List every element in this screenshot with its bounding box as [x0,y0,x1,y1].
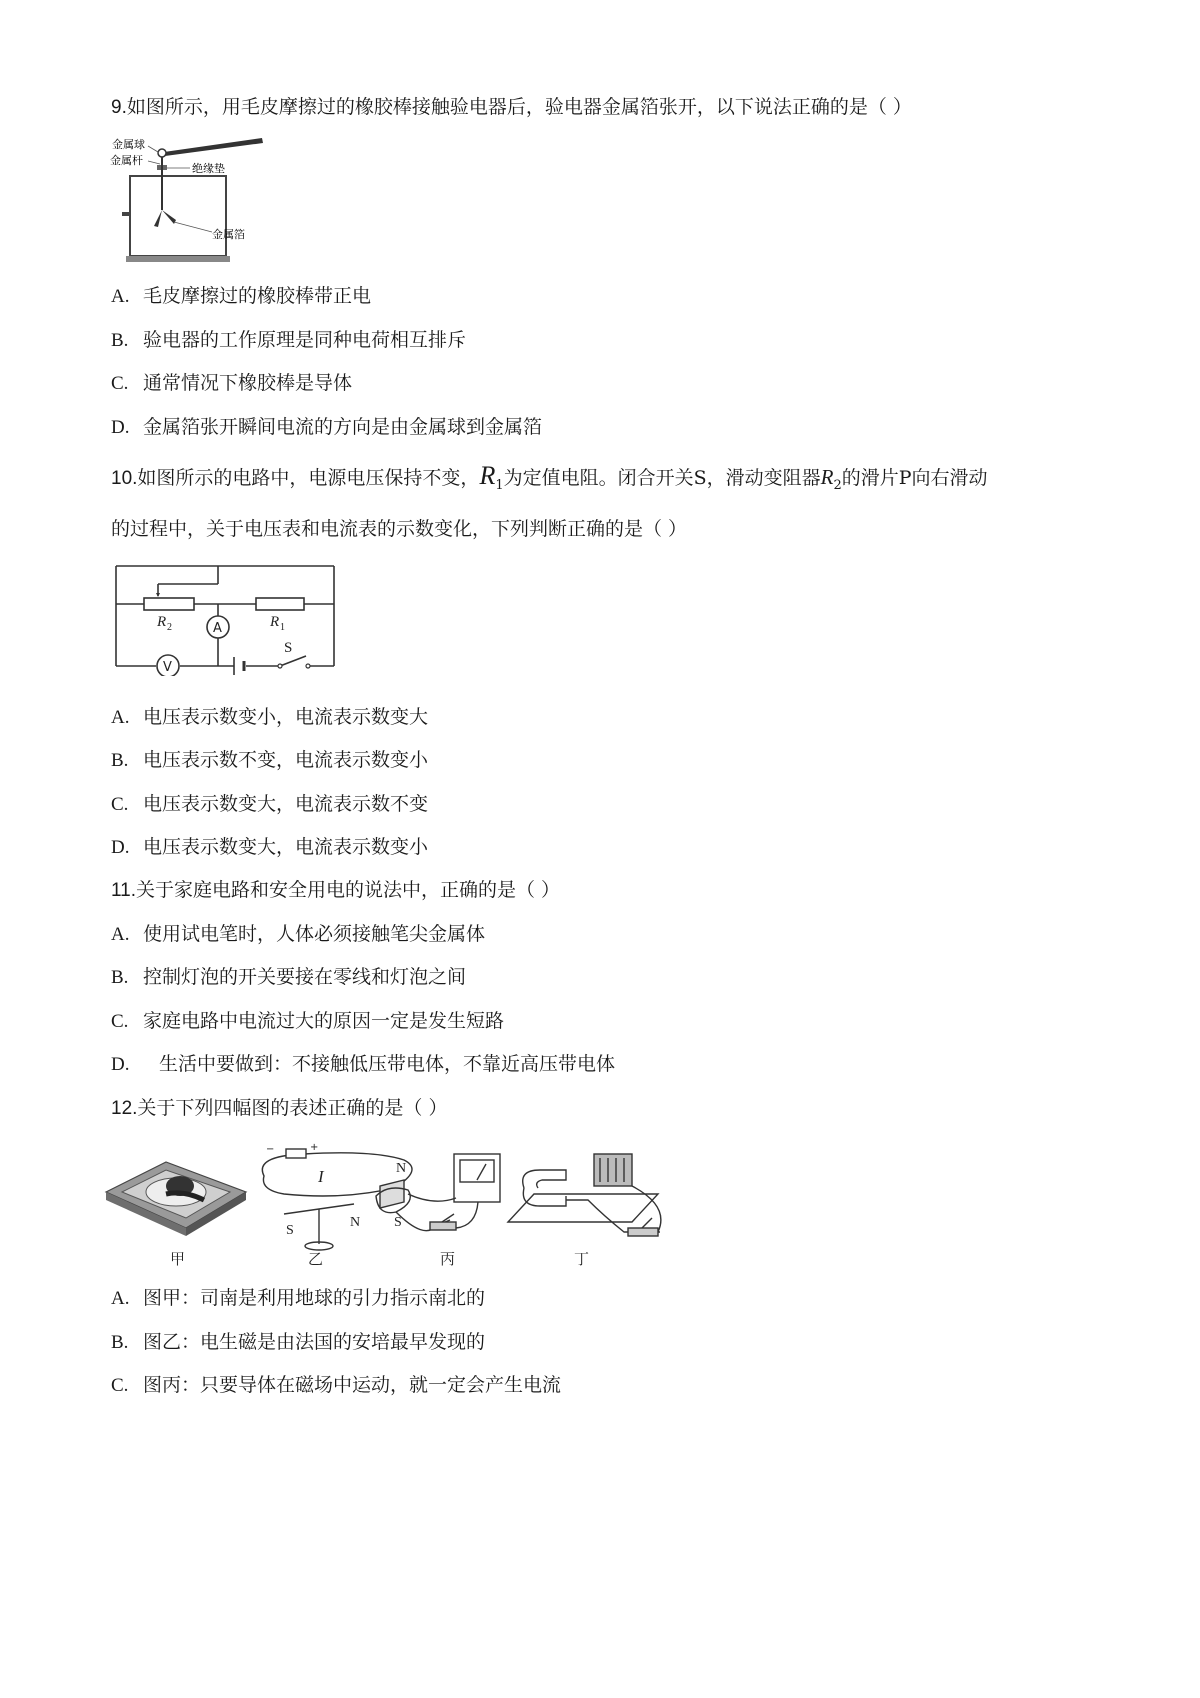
label-current-i: I [318,1167,324,1186]
q9-option-b[interactable]: B. 验电器的工作原理是同种电荷相互排斥 [111,329,467,351]
q11-option-b[interactable]: B. 控制灯泡的开关要接在零线和灯泡之间 [111,966,467,988]
question-11-stem: 11.关于家庭电路和安全用电的说法中，正确的是（ ） [111,879,561,901]
label-plus: + [310,1142,319,1153]
question-10-stem-line2: 的过程中，关于电压表和电流表的示数变化，下列判断正确的是（ ） [111,518,688,540]
label-r2: R [157,614,167,630]
label-r1: R [270,614,280,630]
rubber-rod [164,138,263,156]
caption-ding: 丁 [574,1250,590,1268]
label-insulating-pad: 绝缘垫 [192,162,225,175]
label-yi-south: S [286,1223,294,1238]
figure-jia-sinan [106,1162,246,1236]
metal-ball [158,149,166,157]
electroscope-figure [108,132,268,268]
label-switch: S [284,640,293,656]
q9-option-a[interactable]: A. 毛皮摩擦过的橡胶棒带正电 [111,285,372,307]
question-10-number: 10. [111,468,138,489]
q9-option-c[interactable]: C. 通常情况下橡胶棒是导体 [111,372,353,394]
label-yi-north: N [350,1215,361,1230]
label-voltmeter: V [163,660,172,675]
question-9-stem [111,94,912,121]
q10-option-b[interactable]: B. 电压表示数不变，电流表示数变小 [111,749,429,771]
caption-yi: 乙 [308,1250,324,1268]
label-ammeter: A [213,621,222,636]
q10-option-c[interactable]: C. 电压表示数变大，电流表示数不变 [111,793,429,815]
label-bing-south: S [394,1215,402,1230]
circuit-figure [110,560,342,676]
label-metal-rod: 金属杆 [110,154,143,167]
r1-resistor [256,598,304,610]
caption-jia: 甲 [170,1250,186,1268]
question-12-number: 12. [111,1098,138,1119]
r1-symbol: R [479,461,496,490]
question-9-text: 如图所示，用毛皮摩擦过的橡胶棒接触验电器后，验电器金属箔张开，以下说法正确的是（ ） [126,96,912,118]
r2-symbol: R [820,465,834,489]
figure-ding-motor [508,1154,661,1236]
four-figures [104,1136,674,1268]
caption-bing: 丙 [440,1250,456,1268]
question-10-stem: 10.如图所示的电路中，电源电压保持不变，$R_1$为定值电阻。闭合开关S，滑动变阻器$R_2$的滑片P向右滑动 [111,461,988,493]
q11-option-c[interactable]: C. 家庭电路中电流过大的原因一定是发生短路 [111,1010,505,1032]
q12-option-c[interactable]: C. 图丙：只要导体在磁场中运动，就一定会产生电流 [111,1374,562,1396]
question-9-number: 9. [111,97,127,118]
question-11-number: 11. [111,880,137,901]
q10-option-a[interactable]: A. 电压表示数变小，电流表示数变大 [111,706,429,728]
label-metal-ball: 金属球 [112,138,145,151]
question-12-stem: 12.关于下列四幅图的表述正确的是（ ） [111,1097,448,1119]
q12-option-b[interactable]: B. 图乙：电生磁是由法国的安培最早发现的 [111,1331,486,1353]
q11-option-d[interactable]: D. 生活中要做到：不接触低压带电体，不靠近高压带电体 [111,1053,616,1075]
q9-option-d[interactable]: D. 金属箔张开瞬间电流的方向是由金属球到金属箔 [111,416,543,438]
q12-option-a[interactable]: A. 图甲：司南是利用地球的引力指示南北的 [111,1287,486,1309]
q11-option-a[interactable]: A. 使用试电笔时，人体必须接触笔尖金属体 [111,923,486,945]
label-r1-sub: 1 [280,622,285,633]
label-bing-north: N [396,1161,407,1176]
r2-resistor [144,598,194,610]
q10-option-d[interactable]: D. 电压表示数变大，电流表示数变小 [111,836,429,858]
label-r2-sub: 2 [167,622,172,633]
label-minus: − [266,1144,275,1155]
label-metal-foil: 金属箔 [212,228,245,241]
